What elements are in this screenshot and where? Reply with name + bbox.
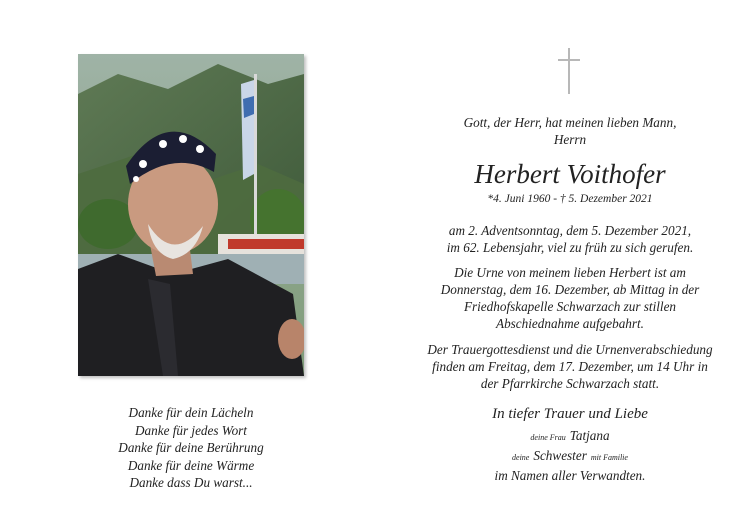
poem-line: Danke für dein Lächeln	[128, 405, 254, 420]
portrait-photo	[78, 54, 304, 376]
cross-icon	[558, 48, 580, 94]
thank-you-poem	[78, 404, 304, 492]
wife-prefix: deine Frau	[530, 433, 566, 442]
family-wife	[395, 428, 745, 446]
paragraph-line: der Pfarrkirche Schwarzach statt.	[480, 376, 660, 391]
wife-name: Tatjana	[569, 428, 610, 443]
mourning-line: In tiefer Trauer und Liebe	[492, 406, 648, 422]
service-paragraph	[395, 341, 745, 392]
intro-line: Gott, der Herr, hat meinen lieben Mann,	[463, 115, 677, 130]
paragraph-line: finden am Freitag, dem 17. Dezember, um 14 Uhr in	[432, 359, 708, 374]
paragraph-line: am 2. Adventsonntag, dem 5. Dezember 2021,	[448, 223, 692, 238]
poem-line: Danke dass Du warst...	[129, 475, 253, 490]
life-dates: *4. Juni 1960 - † 5. Dezember 2021	[487, 193, 653, 205]
sister-label: Schwester	[533, 448, 587, 463]
paragraph-line: im 62. Lebensjahr, viel zu früh zu sich gerufen.	[446, 240, 694, 255]
intro-text	[395, 114, 745, 148]
sister-suffix: mit Familie	[590, 453, 628, 462]
paragraph-line: Donnerstag, dem 16. Dezember, ab Mittag in der	[440, 282, 700, 297]
paragraph-line: Abschiednahme aufgebahrt.	[496, 316, 644, 331]
viewing-paragraph	[395, 264, 745, 332]
paragraph-line: Die Urne von meinem lieben Herbert ist am	[454, 265, 686, 280]
family-sister	[395, 448, 745, 466]
poem-line: Danke für deine Wärme	[127, 457, 255, 473]
deceased-name: Herbert Voithofer	[474, 159, 666, 189]
intro-line: Herrn	[553, 132, 587, 147]
poem-line: Danke für deine Berührung	[118, 440, 264, 455]
family-relatives: im Namen aller Verwandten.	[494, 468, 646, 483]
poem-line: Danke für jedes Wort	[135, 422, 247, 438]
paragraph-line: Friedhofskapelle Schwarzach zur stillen	[463, 299, 677, 314]
paragraph-line: Der Trauergottesdienst und die Urnenverabschiedung	[427, 342, 713, 357]
death-notice-paragraph	[395, 222, 745, 256]
portrait-illustration	[78, 54, 304, 376]
sister-prefix: deine	[512, 453, 530, 462]
